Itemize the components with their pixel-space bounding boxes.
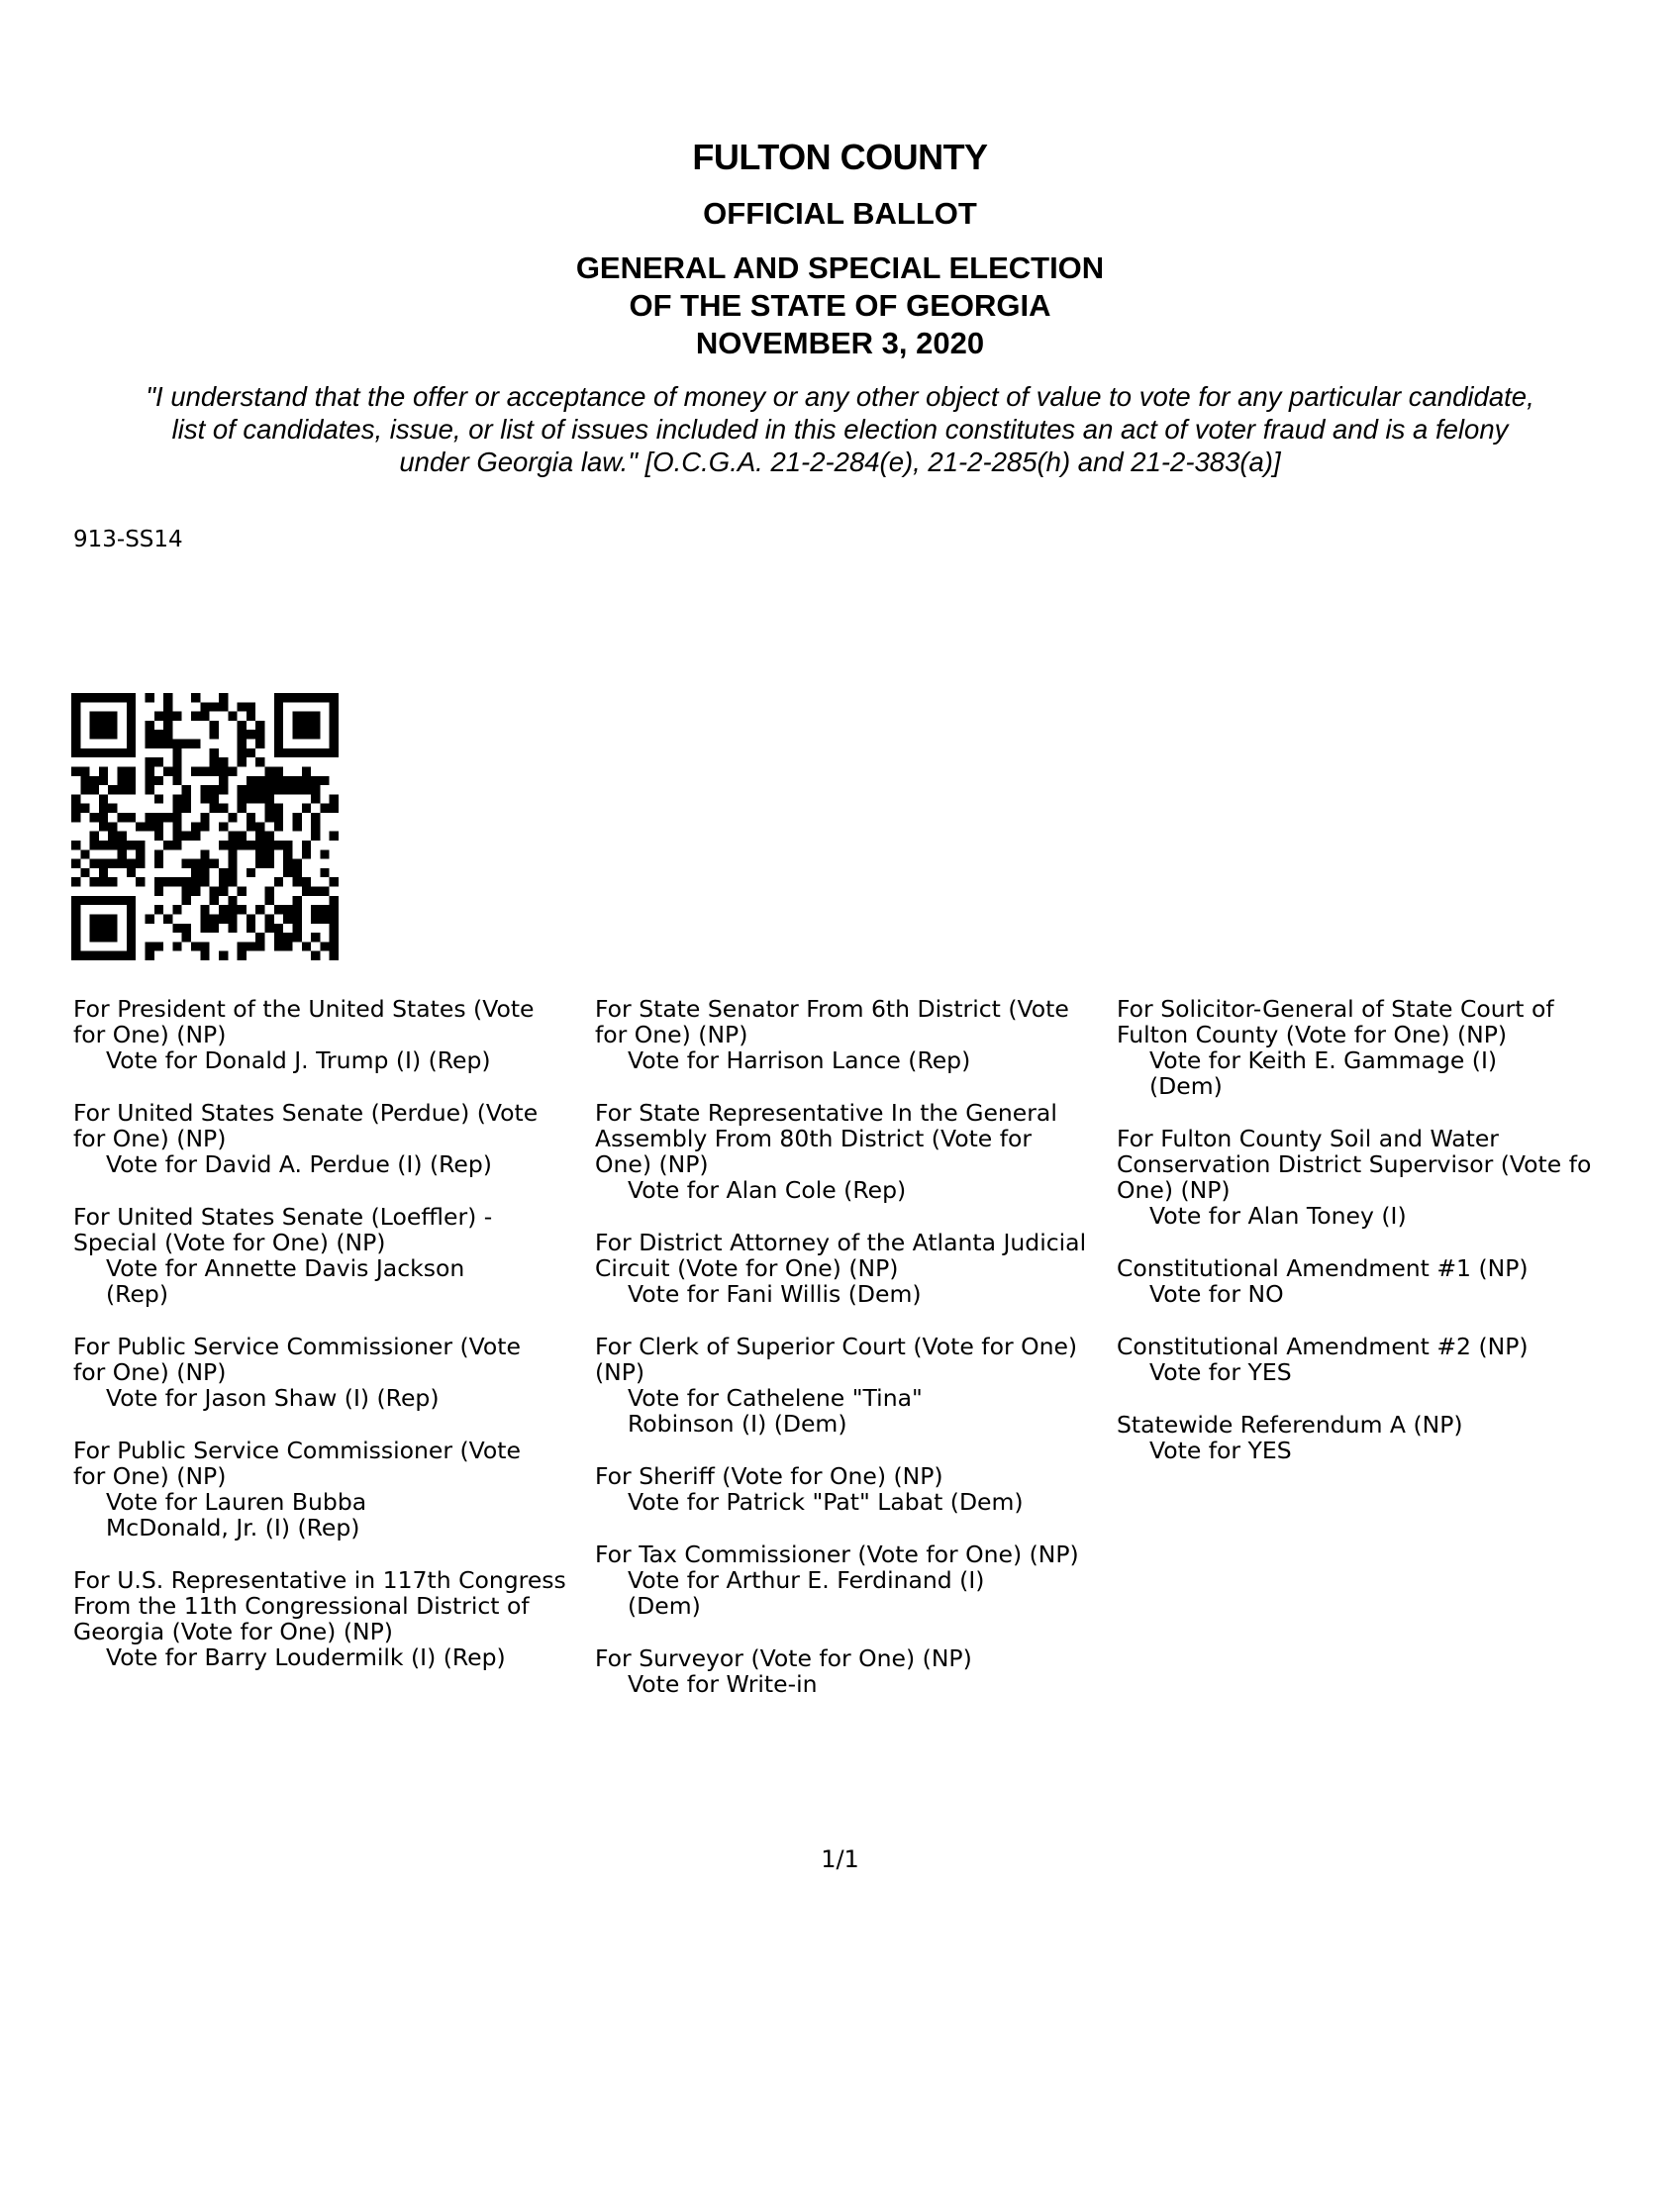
vote-selection: Vote for YES bbox=[1149, 1437, 1292, 1464]
vote-selection: Vote for David A. Perdue (I) (Rep) bbox=[106, 1150, 492, 1178]
contest-block bbox=[595, 1334, 1115, 1437]
contest-title: Constitutional Amendment #2 (NP) bbox=[1117, 1333, 1529, 1360]
vote-selection: Vote for Arthur E. Ferdinand (I) (Dem) bbox=[628, 1566, 985, 1620]
vote-selection: Vote for YES bbox=[1149, 1358, 1292, 1386]
vote-selection: Vote for NO bbox=[1149, 1280, 1284, 1308]
contest-block bbox=[73, 1100, 593, 1177]
contest-column-1 bbox=[73, 996, 593, 1697]
vote-selection: Vote for Write-in bbox=[628, 1670, 818, 1698]
vote-selection: Vote for Fani Willis (Dem) bbox=[628, 1280, 922, 1308]
contest-title: For Surveyor (Vote for One) (NP) bbox=[595, 1644, 972, 1672]
vote-selection: Vote for Harrison Lance (Rep) bbox=[628, 1046, 971, 1074]
qr-code bbox=[71, 693, 339, 960]
contest-block bbox=[73, 1204, 593, 1307]
oath-line-1: "I understand that the offer or acceptance of money or any other object of value to vote for any particular candidate, bbox=[146, 381, 1534, 412]
vote-selection: Vote for Annette Davis Jackson (Rep) bbox=[106, 1254, 465, 1308]
vote-selection: Vote for Barry Loudermilk (I) (Rep) bbox=[106, 1643, 506, 1671]
ballot-type-title: OFFICIAL BALLOT bbox=[703, 196, 977, 231]
contest-column-3 bbox=[1117, 996, 1631, 1490]
contest-title: For Sheriff (Vote for One) (NP) bbox=[595, 1462, 943, 1490]
contest-title: For Fulton County Soil and Water Conservation District Supervisor (Vote fo One) (NP) bbox=[1117, 1125, 1592, 1204]
contest-title: For Clerk of Superior Court (Vote for One) (NP) bbox=[595, 1333, 1078, 1386]
election-line-2: OF THE STATE OF GEORGIA bbox=[629, 288, 1051, 323]
ballot-id: 913-SS14 bbox=[73, 527, 183, 552]
election-date: NOVEMBER 3, 2020 bbox=[695, 326, 985, 360]
contest-title: For State Senator From 6th District (Vote for One) (NP) bbox=[595, 995, 1069, 1048]
county-title: FULTON COUNTY bbox=[692, 137, 988, 177]
vote-selection: Vote for Jason Shaw (I) (Rep) bbox=[106, 1384, 440, 1412]
vote-selection: Vote for Cathelene "Tina" Robinson (I) (Dem) bbox=[628, 1384, 923, 1438]
contest-block bbox=[1117, 1255, 1631, 1307]
vote-selection: Vote for Lauren Bubba McDonald, Jr. (I) (Rep) bbox=[106, 1488, 367, 1541]
contest-title: Statewide Referendum A (NP) bbox=[1117, 1411, 1463, 1439]
vote-selection: Vote for Alan Toney (I) bbox=[1149, 1202, 1407, 1230]
contest-block bbox=[1117, 1334, 1631, 1385]
vote-selection: Vote for Alan Cole (Rep) bbox=[628, 1176, 907, 1204]
contest-block bbox=[595, 1100, 1115, 1203]
vote-selection: Vote for Donald J. Trump (I) (Rep) bbox=[106, 1046, 491, 1074]
contest-block bbox=[595, 1230, 1115, 1307]
contest-title: For Solicitor-General of State Court of Fulton County (Vote for One) (NP) bbox=[1117, 995, 1554, 1048]
contest-block bbox=[595, 1645, 1115, 1697]
vote-selection: Vote for Patrick "Pat" Labat (Dem) bbox=[628, 1488, 1024, 1516]
contest-block bbox=[595, 1541, 1115, 1619]
election-title bbox=[0, 249, 1680, 362]
contest-title: For Public Service Commissioner (Vote for One) (NP) bbox=[73, 1437, 521, 1490]
contest-title: For Tax Commissioner (Vote for One) (NP) bbox=[595, 1541, 1079, 1568]
contest-block bbox=[73, 1438, 593, 1541]
contest-title: For Public Service Commissioner (Vote for One) (NP) bbox=[73, 1333, 521, 1386]
contest-title: For U.S. Representative in 117th Congress From the 11th Congressional District of Georgia (Vote for One) (NP) bbox=[73, 1566, 566, 1645]
contest-block bbox=[1117, 996, 1631, 1099]
contest-block bbox=[73, 1567, 593, 1670]
contest-block bbox=[73, 996, 593, 1073]
oath-line-2: list of candidates, issue, or list of issues included in this election constitutes an act of voter fraud and is a felony bbox=[171, 414, 1509, 445]
contest-block bbox=[595, 996, 1115, 1073]
contest-title: For District Attorney of the Atlanta Judicial Circuit (Vote for One) (NP) bbox=[595, 1229, 1087, 1282]
contest-block bbox=[1117, 1412, 1631, 1463]
page-number: 1/1 bbox=[821, 1845, 859, 1873]
contest-title: For United States Senate (Loeffler) - Special (Vote for One) (NP) bbox=[73, 1203, 493, 1256]
vote-selection: Vote for Keith E. Gammage (I) (Dem) bbox=[1149, 1046, 1498, 1100]
voter-fraud-statement bbox=[59, 380, 1621, 478]
contest-block bbox=[595, 1463, 1115, 1515]
contest-column-2 bbox=[595, 996, 1115, 1724]
contest-title: For President of the United States (Vote for One) (NP) bbox=[73, 995, 535, 1048]
contest-block bbox=[1117, 1126, 1631, 1229]
contest-title: Constitutional Amendment #1 (NP) bbox=[1117, 1254, 1529, 1282]
contest-title: For United States Senate (Perdue) (Vote for One) (NP) bbox=[73, 1099, 539, 1152]
contest-block bbox=[73, 1334, 593, 1411]
oath-line-3: under Georgia law." [O.C.G.A. 21-2-284(e), 21-2-285(h) and 21-2-383(a)] bbox=[399, 447, 1281, 477]
election-line-1: GENERAL AND SPECIAL ELECTION bbox=[575, 250, 1105, 285]
contest-title: For State Representative In the General Assembly From 80th District (Vote for One) (NP) bbox=[595, 1099, 1057, 1178]
